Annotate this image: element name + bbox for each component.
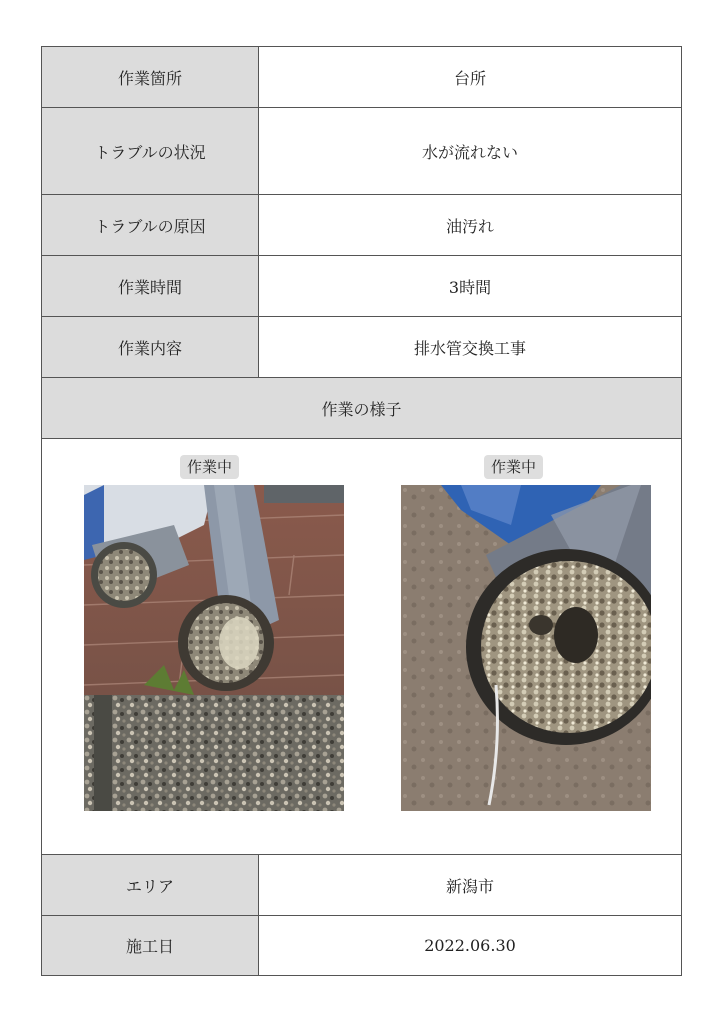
label-work-content: 作業内容: [42, 317, 259, 377]
section-title: 作業の様子: [42, 378, 681, 438]
row-work-location: [42, 47, 681, 108]
value-work-location: 台所: [259, 47, 681, 107]
label-trouble-status: トラブルの状況: [42, 108, 259, 194]
pipes-photo-illustration: [84, 485, 344, 811]
value-construction-date: 2022.06.30: [259, 916, 681, 975]
pipe-closeup-illustration: [401, 485, 651, 811]
row-trouble-cause: [42, 195, 681, 256]
label-trouble-cause: トラブルの原因: [42, 195, 259, 255]
label-area: エリア: [42, 855, 259, 915]
value-trouble-status: 水が流れない: [259, 108, 681, 194]
work-report-table: [41, 46, 682, 976]
row-work-time: [42, 256, 681, 317]
row-trouble-status: [42, 108, 681, 195]
photo-caption-left: 作業中: [180, 455, 239, 479]
row-work-content: [42, 317, 681, 378]
photo-pipes-left: [84, 485, 344, 811]
label-work-time: 作業時間: [42, 256, 259, 316]
row-construction-date: [42, 916, 681, 975]
label-work-location: 作業箇所: [42, 47, 259, 107]
label-construction-date: 施工日: [42, 916, 259, 975]
value-work-time: 3時間: [259, 256, 681, 316]
photo-pipe-right: [401, 485, 651, 811]
photo-area: [42, 439, 681, 855]
value-work-content: 排水管交換工事: [259, 317, 681, 377]
section-header: [42, 378, 681, 439]
value-trouble-cause: 油汚れ: [259, 195, 681, 255]
row-area: [42, 855, 681, 916]
value-area: 新潟市: [259, 855, 681, 915]
photo-caption-right: 作業中: [484, 455, 543, 479]
